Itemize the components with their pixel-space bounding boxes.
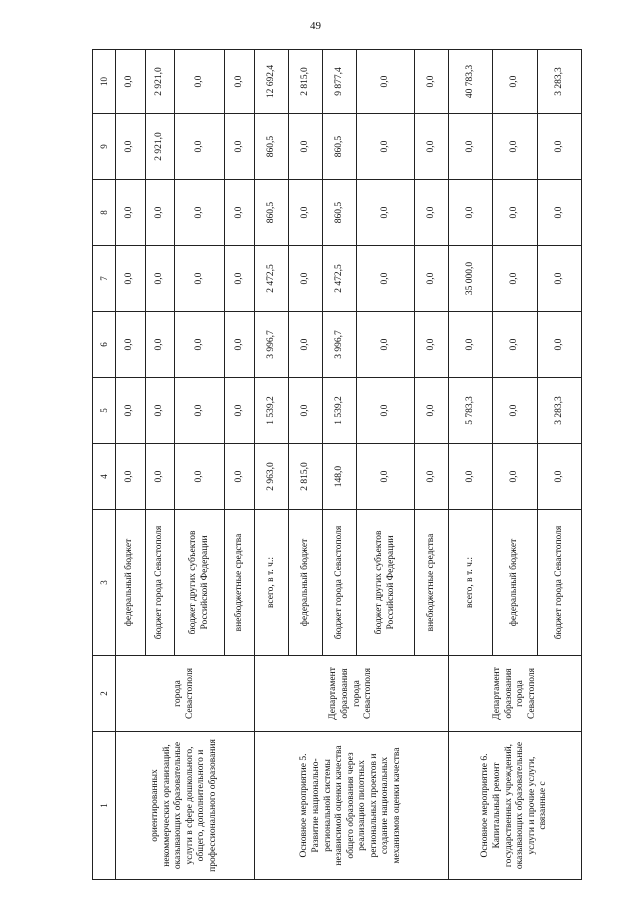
value-cell: 2 921,0 (145, 114, 175, 180)
value-cell: 0,0 (493, 180, 537, 246)
value-cell: 0,0 (175, 180, 225, 246)
value-cell: 860,5 (254, 114, 288, 180)
value-cell: 0,0 (493, 246, 537, 312)
header-cell: 2 (93, 656, 116, 732)
value-cell: 0,0 (493, 50, 537, 114)
funding-source: всего, в т. ч.: (449, 510, 493, 656)
value-cell: 0,0 (175, 114, 225, 180)
funding-source: федеральный бюджет (493, 510, 537, 656)
header-row (93, 50, 116, 880)
value-cell: 0,0 (357, 50, 415, 114)
header-cell: 10 (93, 50, 116, 114)
value-cell: 0,0 (357, 378, 415, 444)
header-cell: 3 (93, 510, 116, 656)
value-cell: 35 000,0 (449, 246, 493, 312)
budget-table (92, 49, 582, 880)
value-cell: 0,0 (537, 312, 581, 378)
funding-source: федеральный бюджет (116, 510, 146, 656)
value-cell: 0,0 (116, 50, 146, 114)
value-cell: 3 996,7 (323, 312, 357, 378)
responsible-executor: Департамент образования города Севастополя (449, 656, 582, 732)
value-cell: 0,0 (145, 378, 175, 444)
funding-source: внебюджетные средства (415, 510, 449, 656)
value-cell: 0,0 (288, 246, 322, 312)
table-row (254, 50, 288, 880)
value-cell: 3 283,3 (537, 50, 581, 114)
value-cell: 0,0 (415, 50, 449, 114)
value-cell: 0,0 (145, 180, 175, 246)
value-cell: 0,0 (175, 246, 225, 312)
value-cell: 0,0 (493, 312, 537, 378)
value-cell: 0,0 (288, 180, 322, 246)
value-cell: 0,0 (449, 312, 493, 378)
funding-source: бюджет города Севастополя (145, 510, 175, 656)
value-cell: 2 921,0 (145, 50, 175, 114)
responsible-executor: города Севастополя (116, 656, 255, 732)
value-cell: 0,0 (415, 180, 449, 246)
value-cell: 0,0 (537, 246, 581, 312)
value-cell: 0,0 (449, 444, 493, 510)
value-cell: 0,0 (116, 246, 146, 312)
value-cell: 0,0 (288, 114, 322, 180)
value-cell: 3 283,3 (537, 378, 581, 444)
header-cell: 5 (93, 378, 116, 444)
value-cell: 0,0 (415, 114, 449, 180)
value-cell: 1 539,2 (254, 378, 288, 444)
header-cell: 6 (93, 312, 116, 378)
value-cell: 0,0 (357, 312, 415, 378)
value-cell: 0,0 (415, 378, 449, 444)
value-cell: 0,0 (225, 312, 255, 378)
header-cell: 9 (93, 114, 116, 180)
value-cell: 0,0 (175, 50, 225, 114)
table-row (116, 50, 146, 880)
responsible-executor: Департамент образования города Севастополя (254, 656, 449, 732)
value-cell: 0,0 (175, 444, 225, 510)
header-cell: 1 (93, 732, 116, 880)
value-cell: 0,0 (415, 444, 449, 510)
value-cell: 0,0 (357, 444, 415, 510)
value-cell: 0,0 (493, 378, 537, 444)
header-cell: 7 (93, 246, 116, 312)
funding-source: бюджет города Севастополя (323, 510, 357, 656)
value-cell: 860,5 (254, 180, 288, 246)
value-cell: 0,0 (225, 378, 255, 444)
value-cell: 0,0 (537, 114, 581, 180)
funding-source: бюджет города Севастополя (537, 510, 581, 656)
value-cell: 0,0 (145, 444, 175, 510)
value-cell: 0,0 (225, 114, 255, 180)
value-cell: 2 963,0 (254, 444, 288, 510)
rotated-table-wrapper (92, 50, 582, 880)
value-cell: 0,0 (493, 114, 537, 180)
value-cell: 148,0 (323, 444, 357, 510)
activity-description: Основное мероприятие 6. Капитальный ремонт государственных учреждений, оказывающих образовательные услуги и прочие услуги, связанные с (449, 732, 582, 880)
value-cell: 0,0 (225, 180, 255, 246)
value-cell: 2 815,0 (288, 50, 322, 114)
value-cell: 0,0 (357, 114, 415, 180)
value-cell: 40 783,3 (449, 50, 493, 114)
funding-source: бюджет других субъектов Российской Федерации (357, 510, 415, 656)
value-cell: 0,0 (225, 444, 255, 510)
value-cell: 2 472,5 (254, 246, 288, 312)
value-cell: 3 996,7 (254, 312, 288, 378)
value-cell: 0,0 (175, 378, 225, 444)
value-cell: 0,0 (116, 378, 146, 444)
value-cell: 0,0 (288, 378, 322, 444)
value-cell: 5 783,3 (449, 378, 493, 444)
value-cell: 0,0 (493, 444, 537, 510)
value-cell: 0,0 (537, 180, 581, 246)
funding-source: бюджет других субъектов Российской Федерации (175, 510, 225, 656)
value-cell: 9 877,4 (323, 50, 357, 114)
value-cell: 0,0 (357, 246, 415, 312)
table-row (449, 50, 493, 880)
value-cell: 12 692,4 (254, 50, 288, 114)
value-cell: 0,0 (116, 312, 146, 378)
value-cell: 2 472,5 (323, 246, 357, 312)
value-cell: 0,0 (449, 114, 493, 180)
value-cell: 0,0 (175, 312, 225, 378)
value-cell: 860,5 (323, 114, 357, 180)
funding-source: федеральный бюджет (288, 510, 322, 656)
value-cell: 0,0 (145, 246, 175, 312)
value-cell: 0,0 (145, 312, 175, 378)
value-cell: 0,0 (288, 312, 322, 378)
funding-source: всего, в т. ч.: (254, 510, 288, 656)
value-cell: 0,0 (357, 180, 415, 246)
page-number: 49 (310, 20, 321, 32)
value-cell: 0,0 (116, 444, 146, 510)
value-cell: 0,0 (225, 246, 255, 312)
value-cell: 0,0 (116, 114, 146, 180)
header-cell: 8 (93, 180, 116, 246)
funding-source: внебюджетные средства (225, 510, 255, 656)
value-cell: 860,5 (323, 180, 357, 246)
value-cell: 0,0 (415, 246, 449, 312)
value-cell: 1 539,2 (323, 378, 357, 444)
value-cell: 0,0 (116, 180, 146, 246)
value-cell: 2 815,0 (288, 444, 322, 510)
value-cell: 0,0 (449, 180, 493, 246)
value-cell: 0,0 (537, 444, 581, 510)
activity-description: ориентированных некоммерческих организаций, оказывающих образовательные услуги в сфере дошкольного, общего, дополнительного и профессионального образования (116, 732, 255, 880)
value-cell: 0,0 (225, 50, 255, 114)
value-cell: 0,0 (415, 312, 449, 378)
header-cell: 4 (93, 444, 116, 510)
activity-description: Основное мероприятие 5. Развитие национально-региональной системы независимой оценки качества общего образования через реализацию пилотных региональных проектов и создание национальных механизмов оценки качества (254, 732, 449, 880)
